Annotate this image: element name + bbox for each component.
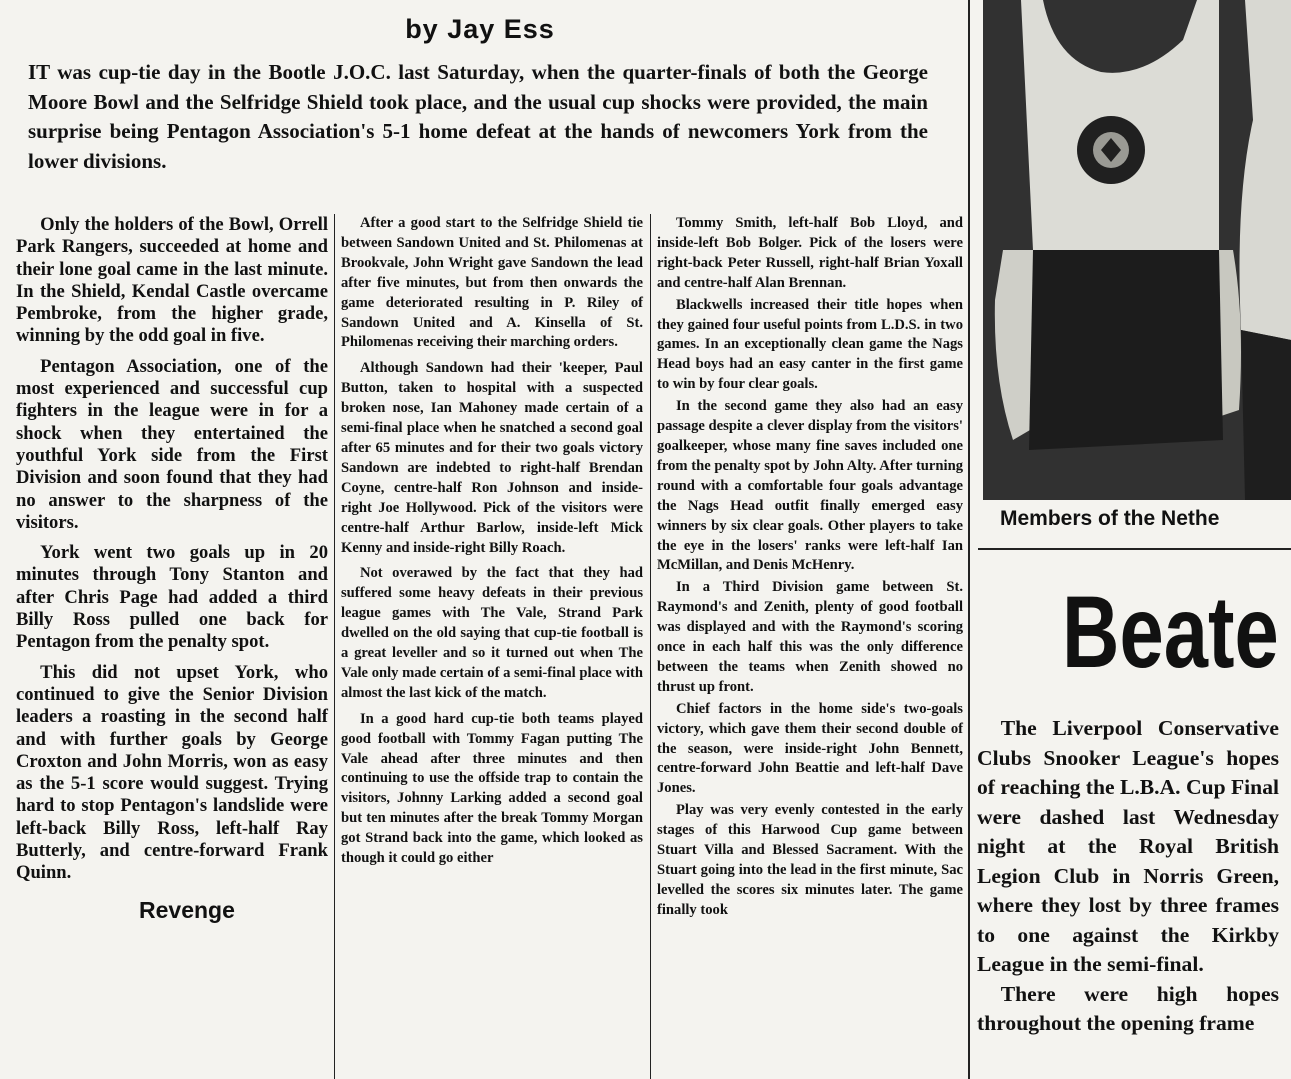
team-photo	[983, 0, 1291, 500]
article-column-4	[977, 714, 1279, 1079]
article-column-1	[16, 214, 328, 1079]
section-rule	[978, 548, 1291, 550]
paragraph: Not overawed by the fact that they had suffered some heavy defeats in their previous league games with The Vale, Strand Park dwelled on the old saying that cup-tie football is a great leveller and so it turned out when The Vale only made certain of a semi-final place with almost the last kick of the match.	[341, 565, 643, 701]
intro-paragraph	[28, 58, 928, 176]
team-photo-illustration	[983, 0, 1291, 500]
byline: by Jay Ess	[405, 14, 555, 44]
intro-text: IT was cup-tie day in the Bootle J.O.C. last Saturday, when the quarter-finals of both the George Moore Bowl and the Selfridge Shield took place, and the usual cup shocks were provided, the main surprise being Pentagon Association's 5-1 home defeat at the hands of newcomers York from the lower divisions.	[28, 60, 928, 173]
paragraph: Chief factors in the home side's two-goals victory, which gave them their second double of the season, were inside-right John Bennett, centre-forward John Beattie and left-half Dave Jones.	[657, 700, 963, 797]
article-column-2	[341, 214, 643, 1079]
column-rule	[334, 214, 335, 1079]
paragraph: Blackwells increased their title hopes when they gained four useful points from L.D.S. in two games. In an exceptionally clean game the Nags Head boys had an easy canter in the first game to win by four clear goals.	[657, 296, 963, 393]
paragraph: Tommy Smith, left-half Bob Lloyd, and inside-left Bob Bolger. Pick of the losers were right-back Peter Russell, right-half Brian Yoxall and centre-half Alan Brennan.	[657, 215, 963, 291]
paragraph: Pentagon Association, one of the most experienced and successful cup fighters in the league were in for a shock when they entertained the youthful York side from the First Division and soon found that they had no answer to the sharpness of the visitors.	[16, 355, 328, 533]
paragraph: Although Sandown had their 'keeper, Paul Button, taken to hospital with a suspected broken nose, Ian Mahoney made certain of a semi-final place when he snatched a second goal after 65 minutes and for their two goals victory Sandown are indebted to right-half Brendan Coyne, centre-half Ron Johnson and inside-right Joe Hollywood. Pick of the visitors were centre-half Arthur Barlow, inside-left Mick Kenny and inside-right Billy Roach.	[341, 360, 643, 556]
paragraph: The Liverpool Conservative Clubs Snooker League's hopes of reaching the L.B.A. Cup Final were dashed last Wednesday night at the Royal British Legion Club in Norris Green, where they lost by three frames to one against the Kirkby League in the semi-final.	[977, 716, 1279, 976]
paragraph: There were high hopes throughout the opening frame	[977, 981, 1279, 1035]
paragraph: York went two goals up in 20 minutes through Tony Stanton and after Chris Page had added a third Billy Ross pulled one back for Pentagon from the penalty spot.	[16, 542, 328, 653]
column-rule	[968, 0, 970, 1079]
paragraph: In a good hard cup-tie both teams played good football with Tommy Fagan putting The Vale ahead after three minutes and then continuing to use the offside trap to contain the visitors, Johnny Larking added a second goal but ten minutes after the break Tommy Morgan got Strand back into the game, which looked as though it could go either	[341, 710, 643, 867]
paragraph: In the second game they also had an easy passage despite a clever display from the visitors' goalkeeper, whose many fine saves included one from the penalty spot by John Alty. After turning round with a comfortable four goals advantage the Nags Head outfit finally emerged easy winners by six clear goals. Other players to take the eye in the losers' ranks were left-half Ian McMillan, and Denis McHenry.	[657, 398, 963, 574]
headline: Beate	[1062, 575, 1279, 689]
paragraph: This did not upset York, who continued to give the Senior Division leaders a roasting in the second half and with further goals by George Croxton and John Morris, won as easy as the 5-1 score would suggest. Trying hard to stop Pentagon's landslide were left-back Billy Ross, left-half Ray Butterly, and centre-forward Frank Quinn.	[16, 661, 328, 884]
paragraph: Play was very evenly contested in the early stages of this Harwood Cup game between Stuart Villa and Blessed Sacrament. With the Stuart going into the lead in the first minute, Sac levelled the scores six minutes later. The game finally took	[657, 802, 963, 918]
photo-caption: Members of the Nethe	[1000, 507, 1220, 530]
column-rule	[650, 214, 651, 1079]
subheading: Revenge	[139, 896, 235, 923]
article-column-3	[657, 214, 963, 1079]
paragraph: In a Third Division game between St. Raymond's and Zenith, plenty of good football was displayed and with the Raymond's scoring once in each half this was the only difference between the teams when Zenith showed no thrust up front.	[657, 579, 963, 695]
paragraph: Only the holders of the Bowl, Orrell Park Rangers, succeeded at home and their lone goal came in the last minute. In the Shield, Kendal Castle overcame Pembroke, from the higher grade, winning by the odd goal in five.	[16, 214, 328, 347]
paragraph: After a good start to the Selfridge Shield tie between Sandown United and St. Philomenas at Brookvale, John Wright gave Sandown the lead after five minutes, but from then onwards the game deteriorated resulting in P. Riley of Sandown United and A. Kinsella of St. Philomenas receiving their marching orders.	[341, 215, 643, 351]
